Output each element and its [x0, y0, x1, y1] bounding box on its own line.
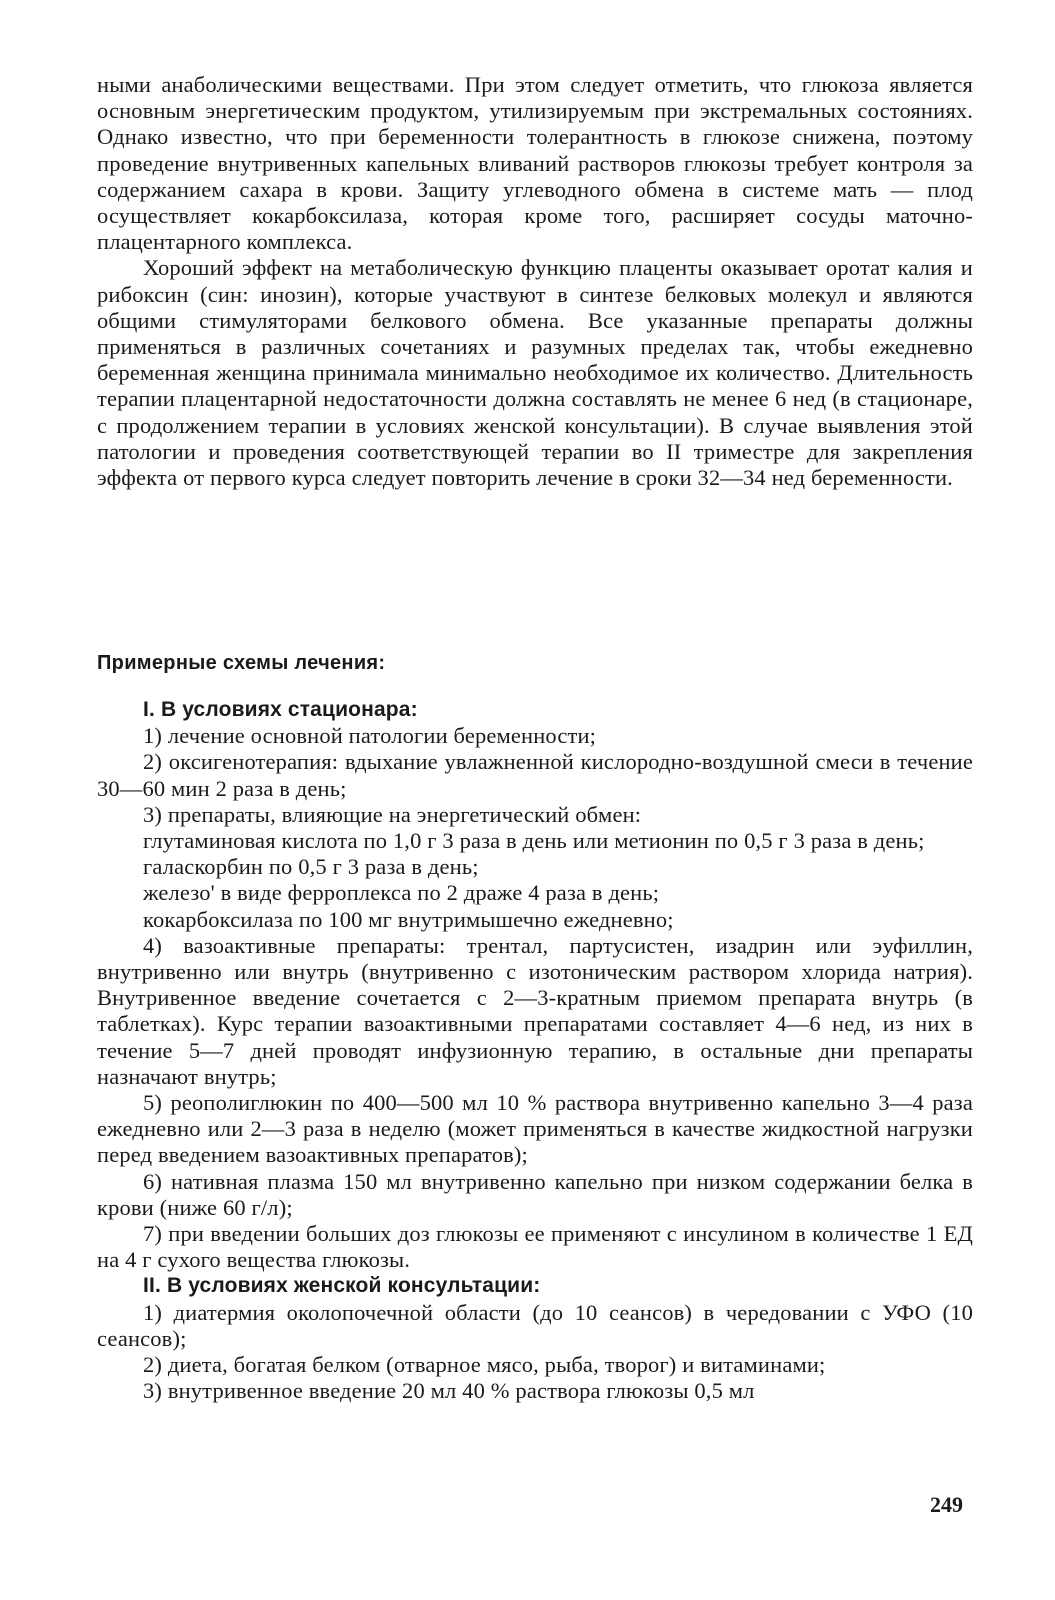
stage-1-item-2: 2) оксигенотерапия: вдыхание увлажненной кислородно-воздушной смеси в течение 30—60 мин 2 раза в день; — [97, 749, 973, 801]
stage-1-drug-iron: железо' в виде ферроплекса по 2 драже 4 раза в день; — [143, 880, 660, 906]
stage-1-item-3: 3) препараты, влияющие на энергетический обмен: — [143, 801, 642, 827]
stage-2-title: II. В условиях женской консультации: — [143, 1274, 541, 1298]
intro-text — [97, 72, 973, 491]
intro-paragraph-1: ными анаболическими веществами. При этом следует отметить, что глюкоза является основным энергетическим продуктом, утилизируемым при экстремальных состояниях. Однако известно, что при беременности толерантность в глюкозе снижена, поэтому проведение внутривенных капельных вливаний растворов глюкозы требует контроля за содержанием сахара в крови. Защиту углеводного обмена в системе мать — плод осуществляет кокарбоксилаза, которая кроме того, расширяет сосуды маточно-плацентарного комплекса. — [97, 72, 973, 255]
stage-1-drug-cocarboxylase: кокарбоксилаза по 100 мг внутримышечно ежедневно; — [143, 906, 674, 932]
stage-1-drug-galascorbin: галаскорбин по 0,5 г 3 раза в день; — [143, 854, 479, 880]
stage-1-item-1: 1) лечение основной патологии беременности; — [143, 723, 597, 749]
stage-1-item-7: 7) при введении больших доз глюкозы ее применяют с инсулином в количестве 1 ЕД на 4 г сухого вещества глюкозы. — [97, 1221, 973, 1273]
stage-1-drug-glutamic-acid: глутаминовая кислота по 1,0 г 3 раза в день или метионин по 0,5 г 3 раза в день; — [143, 828, 925, 854]
stage-1-item-4: 4) вазоактивные препараты: трентал, партусистен, изадрин или эуфиллин, внутривенно или внутрь (внутривенно с изотоническим раствором хлорида натрия). Внутривенное введение сочетается с 2—3-кратным приемом препарата внутрь (в таблетках). Курс терапии вазоактивными препаратами составляет 4—6 нед, из них в течение 5—7 дней проводят инфузионную терапию, в остальные дни препараты назначают внутрь; — [97, 932, 973, 1089]
intro-paragraph-2: Хороший эффект на метаболическую функцию плаценты оказывает оротат калия и рибоксин (син: инозин), которые участвуют в синтезе белковых молекул и являются общими стимуляторами белкового обмена. Все указанные препараты должны применяться в различных сочетаниях и разумных пределах так, чтобы ежедневно беременная женщина принимала минимально необходимое их количество. Длительность терапии плацентарной недостаточности должна составлять не менее 6 нед (в стационаре, с продолжением терапии в условиях женской консультации). В случае выявления этой патологии и проведения соответствующей терапии во II триместре для закрепления эффекта от первого курса следует повторить лечение в сроки 32—34 нед беременности. — [97, 255, 973, 491]
stage-1-item-6: 6) нативная плазма 150 мл внутривенно капельно при низком содержании белка в крови (ниже 60 г/л); — [97, 1168, 973, 1220]
section-heading: Примерные схемы лечения: — [97, 652, 386, 674]
stage-2-item-1: 1) диатермия околопочечной области (до 10 сеансов) в чередовании с УФО (10 сеансов); — [97, 1299, 973, 1351]
stage-2-item-2: 2) диета, богатая белком (отварное мясо, рыба, творог) и витаминами; — [143, 1352, 826, 1378]
stage-1-title: I. В условиях стационара: — [143, 698, 418, 721]
treatment-schemes — [97, 697, 973, 1404]
stage-1-item-5: 5) реополиглюкин по 400—500 мл 10 % раствора внутривенно капельно 3—4 раза ежедневно или 2—3 раза в неделю (может применяться в качестве жидкостной нагрузки перед введением вазоактивных препаратов); — [97, 1090, 973, 1168]
page-number: 249 — [930, 1492, 963, 1517]
stage-2-item-3: 3) внутривенное введение 20 мл 40 % раствора глюкозы 0,5 мл — [143, 1378, 755, 1404]
